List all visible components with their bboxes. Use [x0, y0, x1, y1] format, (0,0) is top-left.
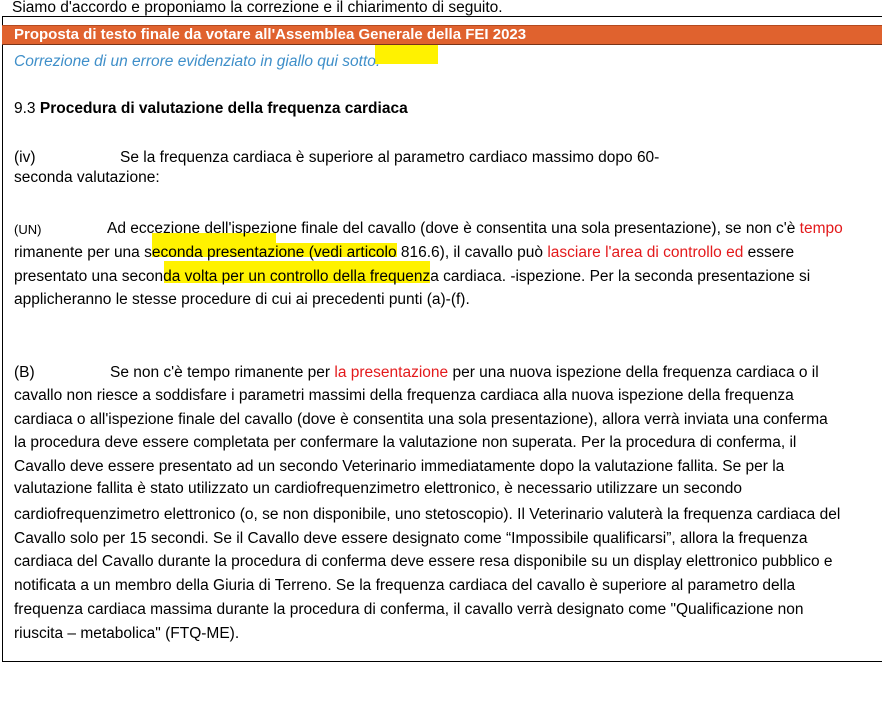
b-line5: Cavallo deve essere presentato ad un secondo Veterinario immediatamente dopo la valutazione fallita. Se per la — [14, 458, 785, 475]
b-line3: cardiaca o all'ispezione finale del cavallo (dove è consentita una sola presentazione), allora verrà inviata una conferma — [14, 411, 828, 428]
un-line2-tail: essere — [743, 244, 795, 261]
header-title: Proposta di testo finale da votare all'Assemblea Generale della FEI 2023 — [14, 26, 527, 43]
iv-marker: (iv) — [14, 149, 36, 166]
b-line9: cardiaca del Cavallo durante la procedura di conferma deve essere resa disponibile su un display elettronico pubblico e — [14, 553, 833, 570]
b-marker: (B) — [14, 364, 35, 381]
intro-text: Siamo d'accordo e proponiamo la correzione e il chiarimento di seguito. — [12, 0, 503, 16]
un-line2-red: lasciare l'area di controllo ed — [547, 244, 744, 261]
b-line12: riuscita – metabolica" (FTQ-ME). — [14, 625, 240, 642]
b-line1-tail: per una nuova ispezione della frequenza cardiaca o il — [448, 364, 819, 381]
iv-text-line1: Se la frequenza cardiaca è superiore al parametro cardiaco massimo dopo 60- — [120, 149, 660, 166]
b-line1-text: Se non c'è tempo rimanente per — [110, 364, 335, 381]
b-line1 — [110, 363, 819, 383]
iv-text-line2: seconda valutazione: — [14, 169, 160, 186]
un-line2 — [14, 243, 794, 263]
b-line7: cardiofrequenzimetro elettronico (o, se non disponibile, uno stetoscopio). Il Veterinario valuterà la frequenza cardiaca del — [14, 506, 841, 523]
un-line1-text: Ad eccezione dell'ispezione finale del cavallo (dove è consentita una sola presentazione), se non c'è — [107, 220, 800, 237]
highlight-note — [375, 44, 438, 64]
b-line8: Cavallo solo per 15 secondi. Se il Cavallo deve essere designato come “Impossibile qualificarsi”, allora la frequenza — [14, 530, 808, 547]
b-line4: la procedura deve essere completata per confermare la valutazione non superata. Per la procedura di conferma, il — [14, 434, 797, 451]
b-line1-red: la presentazione — [334, 364, 449, 381]
b-line10: notificata a un membro della Giuria di Terreno. Se la frequenza cardiaca del cavallo è superiore al parametro della — [14, 577, 796, 594]
section-heading — [14, 99, 408, 119]
section-number: 9.3 — [14, 100, 36, 117]
b-line6: valutazione fallita è stato utilizzato un cardiofrequenzimetro elettronico, è necessario utilizzare un secondo — [14, 480, 743, 497]
b-line2: cavallo non riesce a soddisfare i parametri massimi della frequenza cardiaca alla nuova ispezione della frequenza — [14, 387, 794, 404]
section-title: Procedura di valutazione della frequenza cardiaca — [39, 100, 408, 117]
correction-note: Correzione di un errore evidenziato in giallo qui sotto. — [14, 53, 381, 70]
un-marker: (UN) — [14, 222, 42, 237]
un-line4: applicheranno le stesse procedure di cui ai precedenti punti (a)-(f). — [14, 291, 470, 308]
un-line1 — [107, 219, 843, 239]
un-line3: presentato una seconda volta per un controllo della frequenza cardiaca. -ispezione. Per la seconda presentazione si — [14, 268, 811, 285]
b-line11: frequenza cardiaca massima durante la procedura di conferma, il cavallo verrà designato come "Qualificazione non — [14, 601, 804, 618]
un-line1-red: tempo — [799, 220, 843, 237]
iv-line1 — [14, 148, 36, 168]
un-line2-text: rimanente per una seconda presentazione (vedi articolo 816.6), il cavallo può — [14, 244, 548, 261]
